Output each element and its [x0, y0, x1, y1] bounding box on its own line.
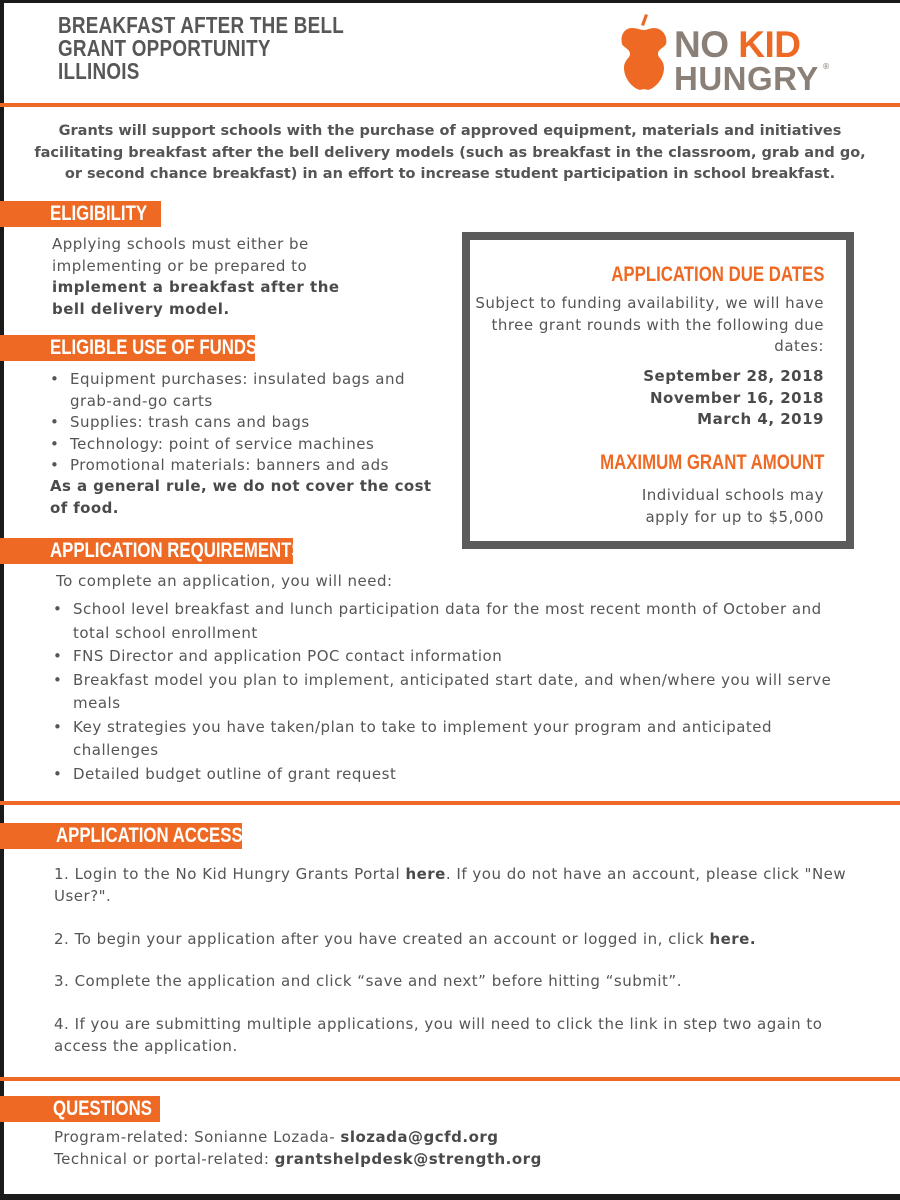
requirements-heading: APPLICATION REQUIREMENTS	[50, 539, 303, 562]
list-item: • Promotional materials: banners and ads	[50, 455, 430, 477]
questions-program-line: Program-related: Sonianne Lozada- slozada@gcfd.org	[54, 1128, 499, 1146]
intro-paragraph: Grants will support schools with the purchase of approved equipment, materials and initiatives facilitating breakfast after the bell delivery models (such as breakfast in the classroom, grab and go, or second chance breakfast) in an effort to increase student participation in school breakfast.	[34, 123, 866, 182]
questions-heading-bar	[0, 1096, 160, 1122]
due-dates-text: Subject to funding availability, we will have three grant rounds with the following due dates:	[475, 294, 824, 355]
list-item: • Equipment purchases: insulated bags and grab-and-go carts	[50, 369, 430, 412]
list-item: • Technology: point of service machines	[50, 434, 430, 456]
no-kid-hungry-logo	[618, 12, 848, 97]
access-step-3: 3. Complete the application and click “save and next” before hitting “submit”.	[54, 972, 682, 990]
eligibility-heading: ELIGIBILITY	[50, 202, 148, 225]
access-heading-bar	[0, 823, 242, 849]
list-item: • Key strategies you have taken/plan to take to implement your program and anticipated challenges	[53, 716, 853, 763]
max-grant-text: Individual schools may apply for up to $5,000	[641, 486, 824, 526]
title-line-2: GRANT OPPORTUNITY	[58, 35, 271, 61]
list-item: • Detailed budget outline of grant request	[53, 763, 853, 787]
list-item: • School level breakfast and lunch participation data for the most recent month of October and total school enrollment	[53, 598, 853, 645]
due-date: November 16, 2018	[649, 388, 824, 407]
funds-note: As a general rule, we do not cover the cost of food.	[50, 477, 432, 517]
questions-heading: QUESTIONS	[53, 1097, 152, 1120]
funds-heading: ELIGIBLE USE OF FUNDS	[50, 336, 258, 359]
requirements-divider	[0, 801, 900, 805]
eligibility-heading-bar	[0, 201, 161, 227]
due-date: September 28, 2018	[643, 367, 824, 385]
access-divider	[0, 1077, 900, 1081]
access-heading: APPLICATION ACCESS	[56, 824, 243, 847]
funds-list	[50, 369, 430, 477]
logo-hungry-text: HUNGRY	[674, 60, 819, 97]
due-dates-box	[462, 232, 854, 549]
title-line-1: BREAKFAST AFTER THE BELL	[58, 12, 345, 38]
requirements-list	[53, 598, 853, 786]
access-step-1: 1. Login to the No Kid Hungry Grants Portal here. If you do not have an account, please click "New User?".	[54, 865, 847, 905]
list-item: • Breakfast model you plan to implement, anticipated start date, and when/where you will serve meals	[53, 669, 853, 716]
list-item: • Supplies: trash cans and bags	[50, 412, 430, 434]
portal-here-link[interactable]: here	[405, 865, 446, 883]
access-step-2: 2. To begin your application after you have created an account or logged in, click here.	[54, 930, 757, 948]
eligibility-text: Applying schools must either be implementing or be prepared to implement a breakfast after the bell delivery model.	[52, 235, 340, 318]
max-grant-heading: MAXIMUM GRANT AMOUNT	[599, 451, 824, 474]
access-step-4: 4. If you are submitting multiple applications, you will need to click the link in step two again to access the application.	[54, 1015, 823, 1055]
questions-technical-line: Technical or portal-related: grantshelpdesk@strength.org	[54, 1150, 542, 1168]
due-date: March 4, 2019	[697, 410, 824, 428]
due-dates-heading: APPLICATION DUE DATES	[610, 263, 824, 286]
list-item: • FNS Director and application POC contact information	[53, 645, 853, 669]
header-divider	[0, 103, 900, 107]
requirements-heading-bar	[0, 538, 303, 564]
page-frame-bottom	[0, 1194, 900, 1200]
helpdesk-email-link[interactable]: grantshelpdesk@strength.org	[274, 1150, 542, 1168]
logo-nokid-text: NO KID	[674, 24, 801, 65]
application-here-link[interactable]: here.	[709, 930, 757, 948]
apple-core-icon	[618, 12, 668, 92]
page-frame-left	[0, 0, 4, 1200]
program-email-link[interactable]: slozada@gcfd.org	[340, 1128, 499, 1146]
flyer-title	[58, 14, 370, 83]
page-frame-top	[0, 0, 900, 3]
requirements-intro: To complete an application, you will need:	[56, 572, 393, 590]
logo-registered-mark: ®	[822, 62, 830, 71]
eligibility-bold-text: implement a breakfast after the bell delivery model.	[52, 278, 340, 318]
due-dates-list	[643, 366, 824, 431]
title-line-3: ILLINOIS	[58, 58, 140, 84]
funds-heading-bar	[0, 335, 258, 361]
